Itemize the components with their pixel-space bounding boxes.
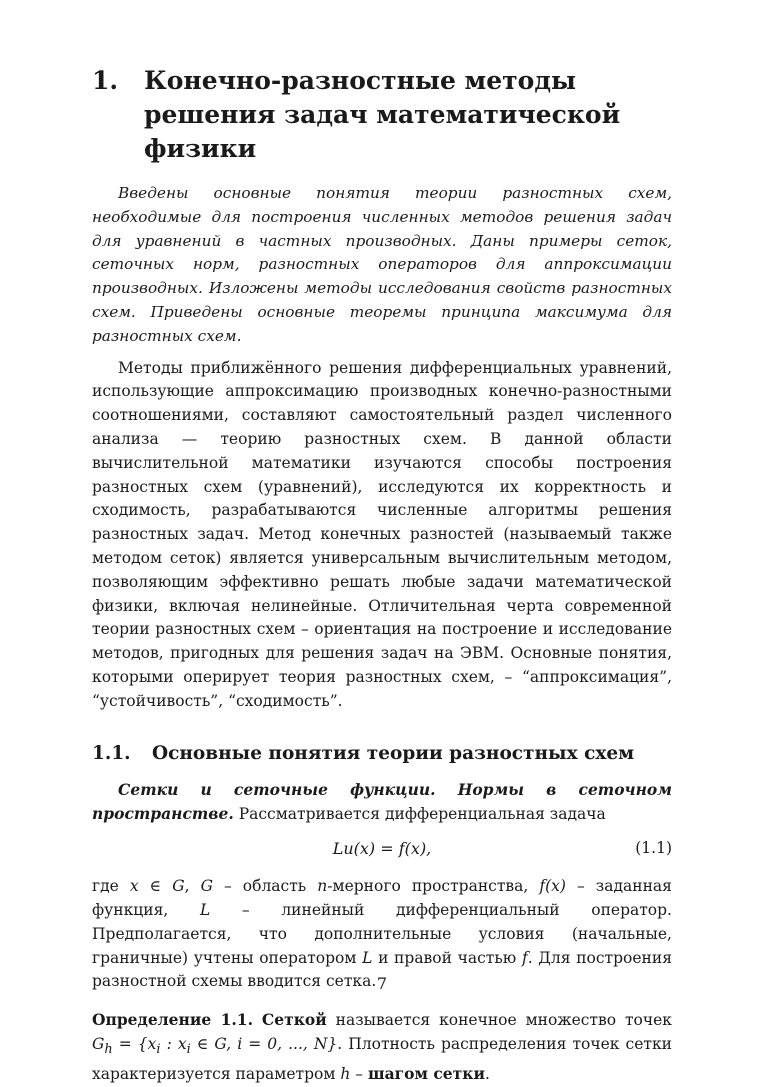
- text-fragment: где: [92, 877, 119, 896]
- text-fragment: – линейный дифференциальный оператор. Предполагается, что дополнительные условия (начальные, граничные) учтены оператором: [92, 900, 672, 967]
- section-title: Основные понятия теории разностных схем: [152, 742, 635, 764]
- chapter-number: 1.: [92, 66, 119, 95]
- section-heading: [92, 740, 672, 768]
- math-inline: n: [317, 877, 328, 896]
- math-inline: f: [521, 948, 528, 967]
- page-content: [92, 64, 672, 1087]
- definition-label: Определение 1.1.: [92, 1010, 253, 1030]
- text-fragment: -мерного пространства,: [327, 877, 529, 896]
- math-inline: G: [200, 877, 213, 896]
- chapter-title: Конечно-разностные методы решения задач математической физики: [144, 66, 621, 163]
- math-inline: = {x: [118, 1034, 157, 1053]
- paragraph-lead: Рассматривается дифференциальная задача: [238, 805, 606, 824]
- math-inline: x ∈ G: [129, 877, 185, 896]
- text-fragment: ,: [184, 877, 190, 896]
- math-inline: h: [340, 1064, 351, 1083]
- text-fragment: называется конечное множество точек: [335, 1011, 672, 1030]
- paragraph-heading: Сетки и сеточные функции. Нормы в сеточном пространстве.: [92, 779, 672, 824]
- text-fragment: .: [484, 1064, 490, 1083]
- text-fragment: . Плотность распределения точек сетки характеризуется параметром: [92, 1034, 672, 1083]
- text-fragment: – заданная функция,: [92, 877, 672, 919]
- equation-label: (1.1): [635, 839, 672, 858]
- math-inline: L: [199, 900, 211, 919]
- math-inline: L: [362, 948, 373, 967]
- paragraph-intro: [92, 778, 672, 828]
- math-subscript: i: [186, 1042, 191, 1057]
- definition-term: Сеткой: [261, 1010, 327, 1030]
- math-subscript: h: [104, 1042, 113, 1057]
- intro-paragraph: Методы приближённого решения дифференциальных уравнений, использующие аппроксимацию производных конечно-разностными соотношениями, составляют самостоятельный раздел численного анализа — теорию разностных схем. В данной области вычислительной математики изучаются способы построения разностных схем (уравнений), исследуются их корректность и сходимость, разрабатываются численные алгоритмы решения разностных задач. Метод конечных разностей (называемый также методом сеток) является универсальным вычислительным методом, позволяющим эффективно решать любые задачи математической физики, включая нелинейные. Отличительная черта современной теории разностных схем – ориентация на построение и исследование методов, пригодных для решения задач на ЭВМ. Основные понятия, которыми оперирует теория разностных схем, – “аппроксимация”, “устойчивость”, “сходимость”.: [92, 358, 672, 710]
- text-fragment: и правой частью: [378, 948, 517, 967]
- text-fragment: –: [355, 1064, 364, 1083]
- section-number: 1.1.: [92, 742, 131, 764]
- math-inline: ∈ G, i = 0, ..., N}: [196, 1034, 338, 1053]
- text-fragment: – область: [224, 877, 307, 896]
- equation-1-1: [92, 831, 672, 871]
- chapter-abstract: Введены основные понятия теории разностных схем, необходимые для построения численных методов решения задач для уравнений в частных производных. Даны примеры сеток, сеточных норм, разностных операторов для аппроксимации производных. Изложены методы исследования свойств разностных схем. Приведены основные теоремы принципа максимума для разностных схем.: [92, 184, 672, 345]
- math-inline: G: [92, 1034, 105, 1053]
- math-inline: f(x): [539, 877, 566, 896]
- definition-1-1: [92, 1008, 672, 1086]
- equation-formula: Lu(x) = f(x),: [332, 839, 432, 859]
- math-inline: : x: [166, 1034, 187, 1053]
- definition-term-2: шагом сетки: [367, 1063, 485, 1083]
- page-number: 7: [376, 974, 388, 993]
- math-subscript: i: [156, 1042, 161, 1057]
- chapter-heading: [92, 64, 672, 166]
- text-fragment: . Для построения разностной схемы вводится сетка.: [92, 948, 672, 991]
